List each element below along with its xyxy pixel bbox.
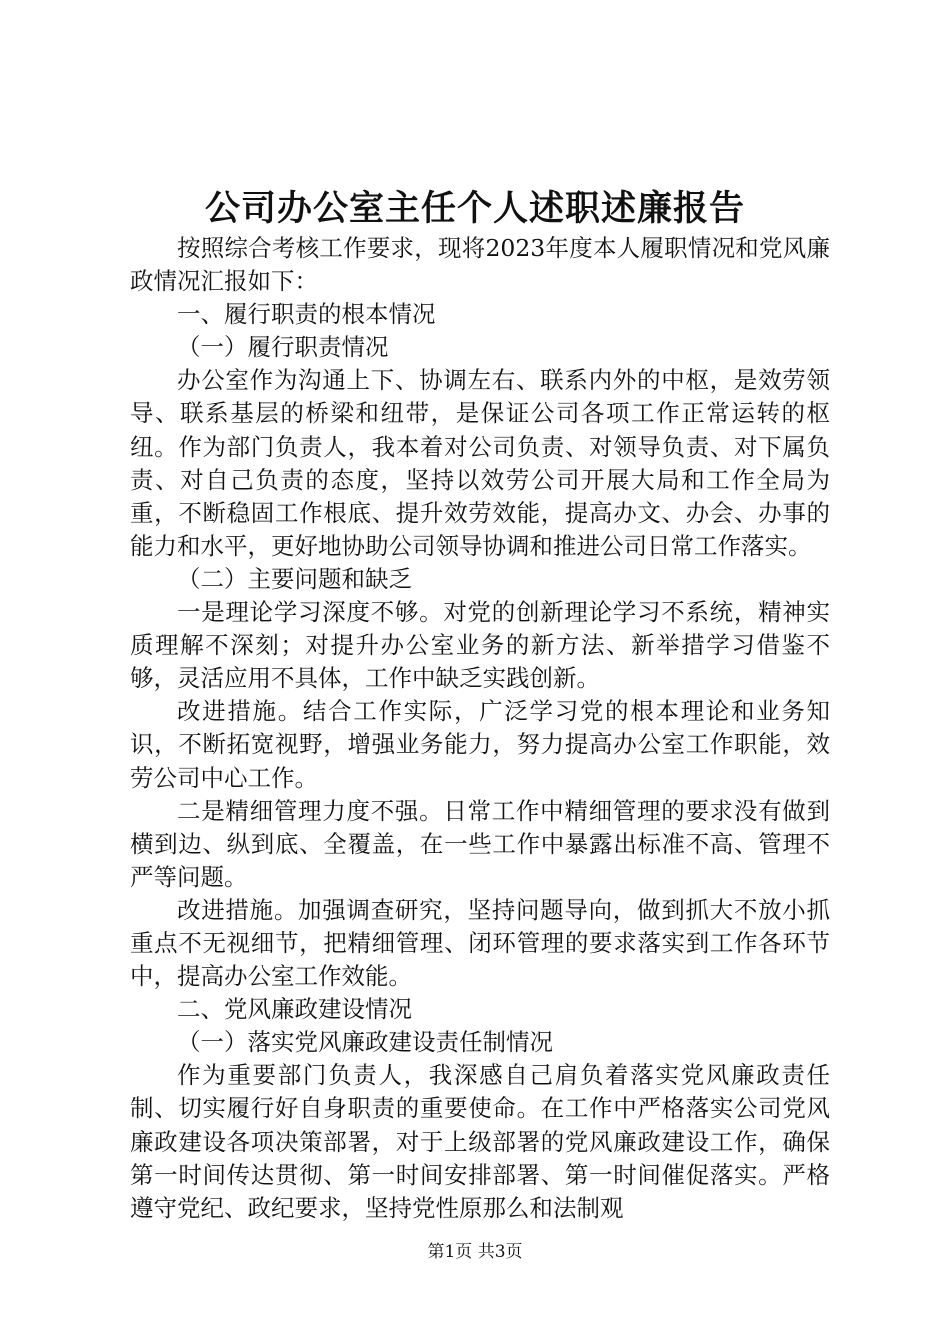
paragraph: 一是理论学习深度不够。对党的创新理论学习不系统，精神实质理解不深刻；对提升办公室业务的新方法、新举措学习借鉴不够，灵活应用不具体，工作中缺乏实践创新。 (130, 598, 830, 693)
section-heading: 一、履行职责的根本情况 (177, 300, 436, 329)
document-body (130, 232, 830, 1225)
subsection-heading: （一）落实党风廉政建设责任制情况 (177, 1028, 553, 1057)
section-heading: 二、党风廉政建设情况 (177, 995, 412, 1024)
subsection-heading: （一）履行职责情况 (177, 333, 389, 362)
paragraph: 改进措施。加强调查研究，坚持问题导向，做到抓大不放小抓重点不无视细节，把精细管理、闭环管理的要求落实到工作各环节中，提高办公室工作效能。 (130, 895, 830, 991)
page-footer: 第1页 共3页 (427, 1242, 523, 1262)
paragraph: 作为重要部门负责人，我深感自己肩负着落实党风廉政责任制、切实履行好自身职责的重要使命。在工作中严格落实公司党风廉政建设各项决策部署，对于上级部署的党风廉政建设工作，确保第一时间传达贯彻、第一时间安排部署、第一时间催促落实。严格遵守党纪、政纪要求，坚持党性原那么和法制观 (130, 1061, 830, 1222)
subsection-heading: （二）主要问题和缺乏 (177, 564, 412, 593)
paragraph: 改进措施。结合工作实际，广泛学习党的根本理论和业务知识，不断拓宽视野，增强业务能力，努力提高办公室工作职能，效劳公司中心工作。 (130, 697, 830, 792)
document-title: 公司办公室主任个人述职述廉报告 (204, 188, 745, 229)
paragraph: 二是精细管理力度不强。日常工作中精细管理的要求没有做到横到边、纵到底、全覆盖，在一些工作中暴露出标准不高、管理不严等问题。 (130, 796, 830, 891)
paragraph: 办公室作为沟通上下、协调左右、联系内外的中枢，是效劳领导、联系基层的桥梁和纽带，是保证公司各项工作正常运转的枢纽。作为部门负责人，我本着对公司负责、对领导负责、对下属负责、对自己负责的态度，坚持以效劳公司开展大局和工作全局为重，不断稳固工作根底、提升效劳效能，提高办文、办会、办事的能力和水平，更好地协助公司领导协调和推进公司日常工作落实。 (130, 366, 830, 560)
paragraph: 按照综合考核工作要求，现将2023年度本人履职情况和党风廉政情况汇报如下： (130, 234, 830, 296)
